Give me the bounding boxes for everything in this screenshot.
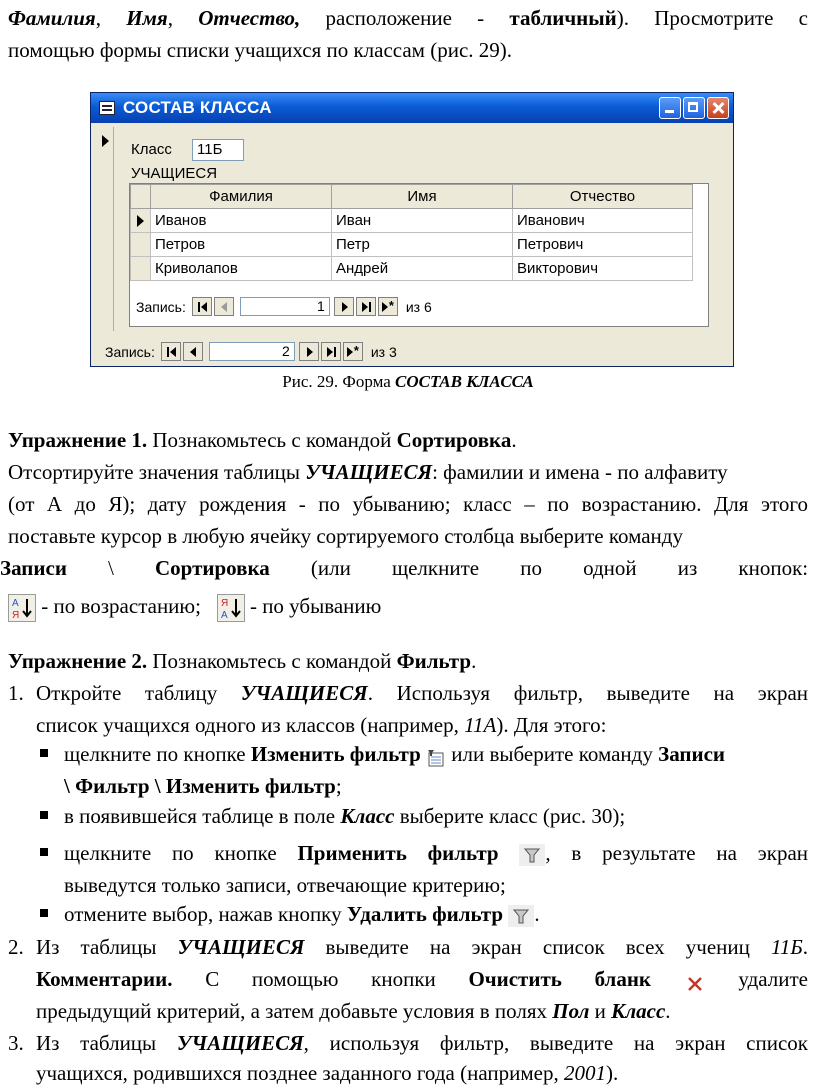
item-3-number: 3. <box>8 1031 24 1055</box>
bullet-2: в появившейся таблице в поле Класс выберите класс (рис. 30); <box>64 804 626 828</box>
item-2-line-1: Из таблицы УЧАЩИЕСЯ выведите на экран список всех учениц 11Б. <box>36 935 809 959</box>
item-2-number: 2. <box>8 935 24 959</box>
remove-filter-icon <box>508 905 534 927</box>
form-window <box>90 92 734 367</box>
table-row <box>131 233 693 257</box>
title-bar[interactable] <box>91 93 733 123</box>
window-title: СОСТАВ КЛАССА <box>123 98 272 117</box>
exercise-1-line-4: Записи \ Сортировка (или щелкните по одной из кнопок: <box>0 556 809 580</box>
cell-surname[interactable]: Криволапов <box>151 257 332 281</box>
figure-caption: Рис. 29. Форма СОСТАВ КЛАССА <box>282 372 534 391</box>
exercise-1-line-3: поставьте курсор в любую ячейку сортируемого столбца выберите команду <box>8 524 683 548</box>
bullet-3-line-2: выведутся только записи, отвечающие критерию; <box>64 873 506 897</box>
first-record-button[interactable] <box>192 297 212 316</box>
item-1-number: 1. <box>8 681 24 705</box>
header-row <box>131 185 693 209</box>
column-header-name[interactable]: Имя <box>332 185 513 209</box>
new-record-button[interactable]: * <box>343 342 363 361</box>
exercise-1-line-5: А Я - по возрастанию; Я А - по убыванию <box>8 590 808 622</box>
new-record-button[interactable]: * <box>378 297 398 316</box>
column-header-surname[interactable]: Фамилия <box>151 185 332 209</box>
cell-patronymic[interactable]: Петрович <box>513 233 693 257</box>
corner-cell[interactable] <box>131 185 151 209</box>
bullet-1-line-2: \ Фильтр \ Изменить фильтр; <box>64 774 342 798</box>
subform-label: УЧАЩИЕСЯ <box>131 165 218 182</box>
clear-grid-icon <box>684 971 706 991</box>
cell-name[interactable]: Петр <box>332 233 513 257</box>
subform-record-navigator <box>136 297 432 316</box>
sort-ascending-icon <box>8 594 36 622</box>
cell-name[interactable]: Андрей <box>332 257 513 281</box>
caption-form-name: СОСТАВ КЛАССА <box>395 372 534 391</box>
previous-record-button[interactable] <box>214 297 234 316</box>
cell-patronymic[interactable]: Викторович <box>513 257 693 281</box>
maximize-icon[interactable] <box>683 97 705 119</box>
class-input[interactable]: 11Б <box>192 139 244 161</box>
bullet-icon <box>40 811 48 819</box>
intro-line-2: помощью формы списки учащихся по классам (рис. 29). <box>8 38 513 62</box>
intro-line-1: Фамилия, Имя, Отчество, расположение - табличный). Просмотрите с <box>8 6 809 30</box>
next-record-button[interactable] <box>299 342 319 361</box>
close-icon[interactable] <box>707 97 729 119</box>
cell-surname[interactable]: Петров <box>151 233 332 257</box>
row-selector[interactable] <box>131 257 151 281</box>
students-grid <box>130 184 693 281</box>
column-header-patronymic[interactable]: Отчество <box>513 185 693 209</box>
item-1-line-2: список учащихся одного из классов (например, 11А). Для этого: <box>36 713 607 737</box>
svg-text:А: А <box>220 610 228 622</box>
layout-type: табличный <box>509 6 617 30</box>
class-label: Класс <box>131 141 172 158</box>
exercise-2-heading: Упражнение 2. Познакомьтесь с командой Фильтр. <box>8 649 477 673</box>
exercise-1-heading: Упражнение 1. Познакомьтесь с командой Сортировка. <box>8 428 517 452</box>
row-selector[interactable] <box>131 209 151 233</box>
sort-descending-icon <box>217 594 245 622</box>
record-number-input[interactable]: 1 <box>240 297 330 316</box>
current-row-arrow-icon <box>137 215 144 227</box>
item-3-line-1: Из таблицы УЧАЩИЕСЯ, используя фильтр, выведите на экран список <box>36 1031 808 1055</box>
field-patronymic: Отчество, <box>198 6 301 30</box>
item-2-line-3: предыдущий критерий, а затем добавьте условия в полях Пол и Класс. <box>36 999 671 1023</box>
table-row <box>131 209 693 233</box>
cell-surname[interactable]: Иванов <box>151 209 332 233</box>
previous-record-button[interactable] <box>183 342 203 361</box>
form-icon <box>99 101 115 115</box>
bullet-icon <box>40 848 48 856</box>
form-body <box>115 127 727 331</box>
current-record-arrow-icon <box>102 135 109 147</box>
bullet-1-line-1: щелкните по кнопке Изменить фильтр или выберите команду Записи <box>64 742 726 766</box>
last-record-button[interactable] <box>356 297 376 316</box>
cell-name[interactable]: Иван <box>332 209 513 233</box>
record-label: Запись: <box>105 343 155 360</box>
last-record-button[interactable] <box>321 342 341 361</box>
table-row <box>131 257 693 281</box>
bullet-4: отмените выбор, нажав кнопку Удалить фильтр . <box>64 902 540 926</box>
svg-text:А: А <box>12 598 19 610</box>
first-record-button[interactable] <box>161 342 181 361</box>
cell-patronymic[interactable]: Иванович <box>513 209 693 233</box>
bullet-3-line-1: щелкните по кнопке Применить фильтр , в результате на экран <box>64 841 809 865</box>
item-2-line-2: Комментарии. С помощью кнопки Очистить бланк удалите <box>36 967 808 991</box>
record-count: из 6 <box>405 298 432 315</box>
filter-by-form-icon <box>426 746 446 766</box>
apply-filter-icon <box>519 844 545 866</box>
students-subform <box>129 183 709 327</box>
item-1-line-1: Откройте таблицу УЧАЩИЕСЯ. Используя фильтр, выведите на экран <box>36 681 809 705</box>
form-record-navigator <box>105 342 397 361</box>
svg-text:Я: Я <box>12 610 20 622</box>
exercise-1-line-1: Отсортируйте значения таблицы УЧАЩИЕСЯ: фамилии и имена - по алфавиту <box>8 460 728 484</box>
record-count: из 3 <box>370 343 397 360</box>
minimize-icon[interactable] <box>659 97 681 119</box>
svg-text:Я: Я <box>220 598 228 610</box>
record-label: Запись: <box>136 298 186 315</box>
field-name: Имя <box>126 6 168 30</box>
record-selector[interactable] <box>95 127 114 331</box>
record-number-input[interactable]: 2 <box>209 342 295 361</box>
exercise-1-line-2: (от А до Я); дату рождения - по убыванию; класс – по возрастанию. Для этого <box>8 492 808 516</box>
row-selector[interactable] <box>131 233 151 257</box>
field-surname: Фамилия <box>8 6 96 30</box>
next-record-button[interactable] <box>334 297 354 316</box>
item-3-line-2: учащихся, родившихся позднее заданного года (например, 2001). <box>36 1061 619 1085</box>
bullet-icon <box>40 749 48 757</box>
bullet-icon <box>40 909 48 917</box>
